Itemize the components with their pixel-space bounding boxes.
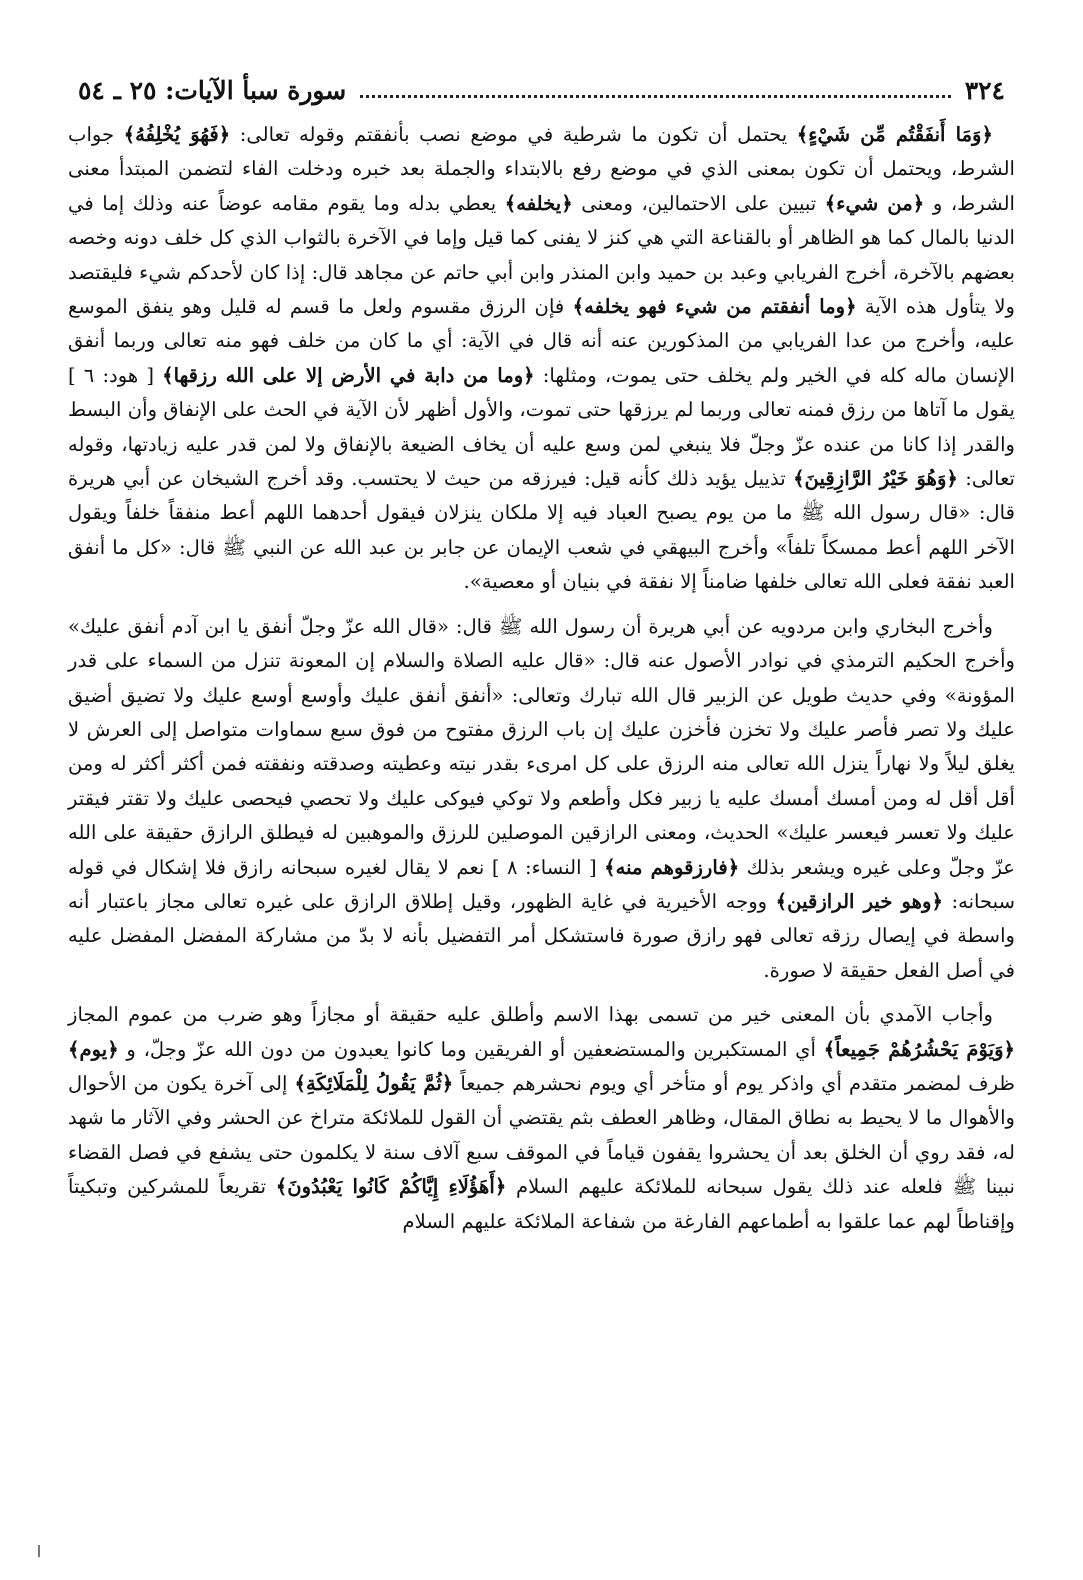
text-run: يعطي بدله وما يقوم مقامه عوضاً عنه وذلك إما في الدنيا بالمال كما هو الظاهر أو بالقناعة التي هي كنز لا يفنى كما قيل وإما في الآخرة بالثواب الذي كل خلف دونه وخصه بعضهم بالآخرة، أخرج الفريابي وعبد بن حميد وابن المنذر وابن أبي حاتم عن مجاهد قال: إذا كان لأحدكم شيء فليقتصد ولا يتأول هذه الآية (68, 191, 1015, 319)
quran-quote: ﴿وهو خير الرازقين﴾ (775, 889, 943, 913)
text-run: [ النساء: ٨ ] نعم لا يقال لغيره سبحانه رازق فلا إشكال في قوله سبحانه: (68, 855, 1015, 913)
text-run: تقريعاً للمشركين وتبكيتاً وإقناطاً لهم عما علقوا به أطماعهم الفارغة من شفاعة الملائكة عليهم السلام (68, 1175, 1015, 1233)
quran-quote: ﴿وَيَوْمَ يَحْشُرُهُمْ جَمِيعاً﴾ (823, 1037, 1016, 1061)
text-run: يحتمل أن تكون ما شرطية في موضع نصب بأنفقتم وقوله تعالى: (230, 123, 797, 146)
text-run: جواب الشرط، ويحتمل أن تكون بمعنى الذي في موضع رفع بالابتداء والجملة بعد خبره ودخلت الفاء لتضمن المبتدأ معنى الشرط، و (68, 123, 1015, 215)
text-run: ظرف لمضمر متقدم أي واذكر يوم أو متأخر أي ويوم نحشرهم جميعاً (453, 1071, 1016, 1095)
quran-quote: ﴿فَهُوَ يُخْلِفُهُ﴾ (123, 123, 231, 146)
text-run: إلى آخرة يكون من الأحوال والأهوال ما لا يحيط به نطاق المقال، وظاهر العطف بثم يقتضي أن القول للملائكة متراخ عن الحشر وفي الآثار ما شهد له، فقد روي أن الخلق بعد أن يحشروا يقفون قياماً في الموقف سبع آلاف سنة لا يكلمون حتى يشفع في فصل القضاء نبينا ﷺ فلعله عند ذلك يقول سبحانه للملائكة عليهم السلام (68, 1071, 1015, 1199)
quran-quote: ﴿ثُمَّ يَقُولُ لِلْمَلَائِكَةِ﴾ (294, 1071, 454, 1095)
text-run: أي المستكبرين والمستضعفين أو الفريقين وما كانوا يعبدون من دون الله عزّ وجلّ، و (118, 1037, 824, 1061)
quran-quote: ﴿يخلفه﴾ (504, 191, 573, 215)
paragraph-3 (68, 998, 1015, 1239)
quran-quote: ﴿أَهَؤُلَاءِ إِيَّاكُمْ كَانُوا يَعْبُدُونَ﴾ (275, 1175, 507, 1199)
page-number: ٣٢٤ (964, 75, 1005, 105)
text-run: فإن الرزق مقسوم ولعل ما قسم له قليل وهو ينفق الموسع عليه، وأخرج من عدا الفريابي من المذكورين عنه أنه قال في الآية: أي ما كان من خلف فهو منه تعالى وربما أنفق الإنسان ماله كله في الخير ولم يخلف حتى يموت، ومثلها: (68, 295, 1015, 387)
text-run: وأجاب الآمدي بأن المعنى خير من تسمى بهذا الاسم وأطلق عليه حقيقة أو مجازاً وهو ضرب من عموم المجاز (68, 1003, 993, 1027)
paragraph-2 (68, 610, 1015, 988)
quran-quote: ﴿وما أنفقتم من شيء فهو يخلفه﴾ (572, 295, 857, 319)
paragraph-1 (68, 118, 1015, 600)
margin-mark (38, 1545, 40, 1557)
text-run: تذييل يؤيد ذلك كأنه قيل: فيرزقه من حيث لا يحتسب. وقد أخرج الشيخان عن أبي هريرة قال: «قال رسول الله ﷺ ما من يوم يصبح العباد فيه إلا ملكان ينزلان فيقول أحدهما اللهم أعط منفقاً خلفاً ويقول الآخر اللهم أعط ممسكاً تلفاً» وأخرج البيهقي في شعب الإيمان عن جابر بن عبد الله عن النبي ﷺ قال: «كل ما أنفق العبد نفقة فعلى الله تعالى خلفها ضامناً إلا نفقة في بنيان أو معصية». (68, 467, 1015, 594)
quran-quote: ﴿فارزقوهم منه﴾ (604, 855, 740, 879)
text-run: [ هود: ٦ ] يقول ما آتاها من رزق فمنه تعالى وربما لم يرزقها حتى تموت، والأول أظهر لأن الآية في الحث على الإنفاق وأن البسط والقدر إذا كانا من عنده عزّ وجلّ فلا ينبغي لمن وسع عليه أن يخاف الضيعة بالإنفاق ولا لمن قدر عليه زيادتها، وقوله تعالى: (68, 363, 1015, 491)
header-dot-leader (360, 94, 950, 98)
text-run: وأخرج البخاري وابن مردويه عن أبي هريرة أن رسول الله ﷺ قال: «قال الله عزّ وجلّ أنفق يا ابن آدم أنفق عليك» وأخرج الحكيم الترمذي في نوادر الأصول عنه قال: «قال عليه الصلاة والسلام إن المعونة تنزل من السماء على قدر المؤونة» وفي حديث طويل عن الزبير قال الله تبارك وتعالى: «أنفق أنفق عليك وأوسع أوسع عليك ولا تضيق أضيق عليك ولا تصر فأصر عليك ولا تخزن فأخزن عليك إن باب الرزق مفتوح من فوق سبع سماوات متواصل إلى العرش لا يغلق ليلاً ولا نهاراً ينزل الله تعالى منه الرزق على كل امرىء بقدر نيته وعطيته وصدقته ونفقته فمن أكثر أكثر له ومن أقل أقل له ومن أمسك أمسك عليه يا زبير فكل وأطعم ولا توكي فيوكى عليك ولا تحصي فيحصى عليك ولا تقتر فيقتر عليك ولا تعسر فيعسر عليك» الحديث، ومعنى الرازقين الموصلين للرزق والموهبين له فيطلق الرازق حقيقة على الله عزّ وجلّ وعلى غيره ويشعر بذلك (68, 614, 1016, 879)
quran-quote: ﴿يوم﴾ (68, 1037, 119, 1061)
quran-quote: ﴿وما من دابة في الأرض إلا على الله رزقها﴾ (162, 363, 535, 387)
quran-quote: ﴿وَهُوَ خَيْرُ الرَّازِقِينَ﴾ (793, 467, 958, 491)
surah-title: سورة سبأ الآيات: ٢٥ ـ ٥٤ (78, 75, 347, 105)
text-run: ووجه الأخيرية في غاية الظهور، وقيل إطلاق الرازق على غيره تعالى مجاز باعتبار أنه واسطة في إيصال رزقه تعالى فهو رازق صورة فاستشكل أمر التفضيل بأنه لا بدّ من مشاركة المفضل المفضل عليه في أصل الفعل حقيقة لا صورة. (68, 889, 1015, 982)
running-header (78, 70, 1005, 110)
quran-quote: ﴿وَمَا أَنفَقْتُم مِّن شَيْءٍ﴾ (796, 123, 994, 146)
quran-quote: ﴿من شيء﴾ (824, 191, 925, 215)
text-run: تبيين على الاحتمالين، ومعنى (572, 191, 825, 215)
page-body (68, 118, 1015, 1560)
